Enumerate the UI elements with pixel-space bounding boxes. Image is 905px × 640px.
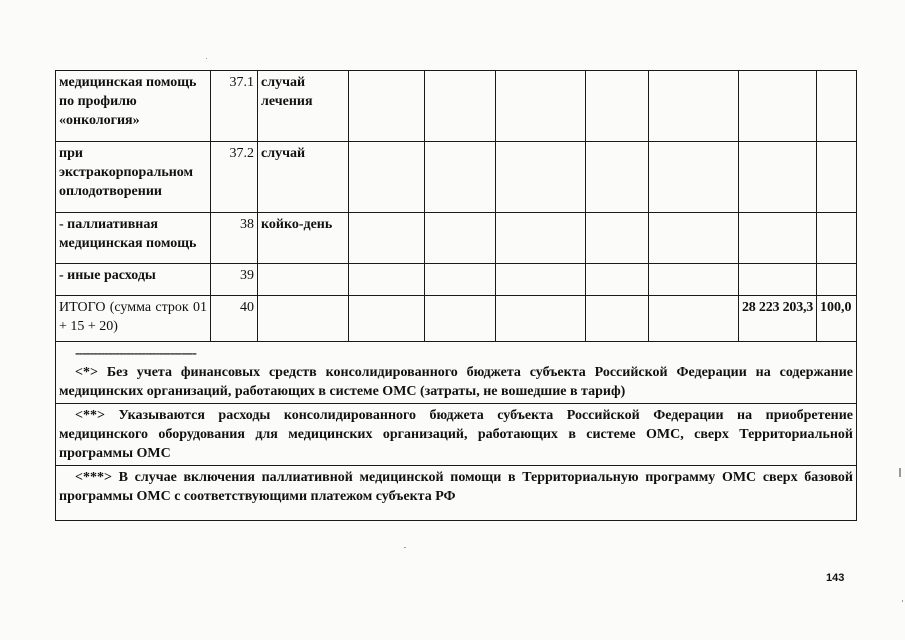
empty-cell xyxy=(817,213,857,264)
row-name: - паллиативная медицинская помощь xyxy=(56,213,211,264)
footnote-1-text: <*> Без учета финансовых средств консолидированного бюджета субъекта Российской Федерации на содержание медицинских организаций, работающих в системе ОМС (затраты, не вошедшие в тариф) xyxy=(59,365,853,399)
empty-cell xyxy=(739,264,817,296)
table-row xyxy=(56,142,857,213)
row-name: - иные расходы xyxy=(56,264,211,296)
empty-cell xyxy=(586,296,649,342)
empty-cell xyxy=(649,264,739,296)
empty-cell xyxy=(586,213,649,264)
row-unit xyxy=(258,264,349,296)
scan-speck xyxy=(404,547,406,548)
empty-cell xyxy=(425,142,496,213)
empty-cell xyxy=(425,264,496,296)
empty-cell xyxy=(649,213,739,264)
table-row xyxy=(56,71,857,142)
row-line-number: 37.2 xyxy=(211,142,258,213)
scan-speck xyxy=(902,600,903,602)
row-unit: случай xyxy=(258,142,349,213)
empty-cell xyxy=(817,264,857,296)
footnote-row xyxy=(56,404,857,466)
empty-cell xyxy=(496,213,586,264)
total-line-number: 40 xyxy=(211,296,258,342)
total-sum: 28 223 203,3 xyxy=(739,296,817,342)
empty-cell xyxy=(349,213,425,264)
footnote-3-text: <***> В случае включения паллиативной медицинской помощи в Территориальную программу ОМС сверх базовой программы ОМС с соответствующими платежом субъекта РФ xyxy=(59,470,853,504)
footnote-3 xyxy=(56,466,857,521)
empty-cell xyxy=(496,264,586,296)
row-line-number: 37.1 xyxy=(211,71,258,142)
empty-cell xyxy=(817,71,857,142)
empty-cell xyxy=(649,142,739,213)
table-row xyxy=(56,213,857,264)
total-percent: 100,0 xyxy=(817,296,857,342)
total-name: ИТОГО (сумма строк 01 + 15 + 20) xyxy=(56,296,211,342)
footnote-separator: --------------------------------- xyxy=(75,346,196,361)
empty-cell xyxy=(425,213,496,264)
empty-cell xyxy=(586,71,649,142)
row-name: при экстракорпоральном оплодотворении xyxy=(56,142,211,213)
empty-cell xyxy=(496,71,586,142)
footnote-2-text: <**> Указываются расходы консолидированного бюджета субъекта Российской Федерации на приобретение медицинского оборудования для медицинских организаций, работающих в системе ОМС, сверх Территориальной программы ОМС xyxy=(59,408,853,461)
financing-table xyxy=(55,70,857,521)
footnote-2 xyxy=(56,404,857,466)
empty-cell xyxy=(739,213,817,264)
empty-cell xyxy=(349,296,425,342)
empty-cell xyxy=(349,264,425,296)
empty-cell xyxy=(425,296,496,342)
total-row xyxy=(56,296,857,342)
empty-cell xyxy=(739,71,817,142)
footnote-row xyxy=(56,466,857,521)
empty-cell xyxy=(349,142,425,213)
empty-cell xyxy=(649,71,739,142)
empty-cell xyxy=(586,264,649,296)
empty-cell xyxy=(586,142,649,213)
row-line-number: 38 xyxy=(211,213,258,264)
empty-cell xyxy=(258,296,349,342)
empty-cell xyxy=(496,142,586,213)
row-name: медицинская помощь по профилю «онкология» xyxy=(56,71,211,142)
row-line-number: 39 xyxy=(211,264,258,296)
row-unit: случай лечения xyxy=(258,71,349,142)
row-unit: койко-день xyxy=(258,213,349,264)
empty-cell xyxy=(817,142,857,213)
footnote-row xyxy=(56,342,857,404)
page-number: 143 xyxy=(826,572,845,584)
empty-cell xyxy=(739,142,817,213)
scan-speck xyxy=(206,58,207,59)
empty-cell xyxy=(425,71,496,142)
scan-speck xyxy=(899,468,901,477)
empty-cell xyxy=(649,296,739,342)
table-row xyxy=(56,264,857,296)
footnote-1 xyxy=(56,342,857,404)
empty-cell xyxy=(349,71,425,142)
empty-cell xyxy=(496,296,586,342)
